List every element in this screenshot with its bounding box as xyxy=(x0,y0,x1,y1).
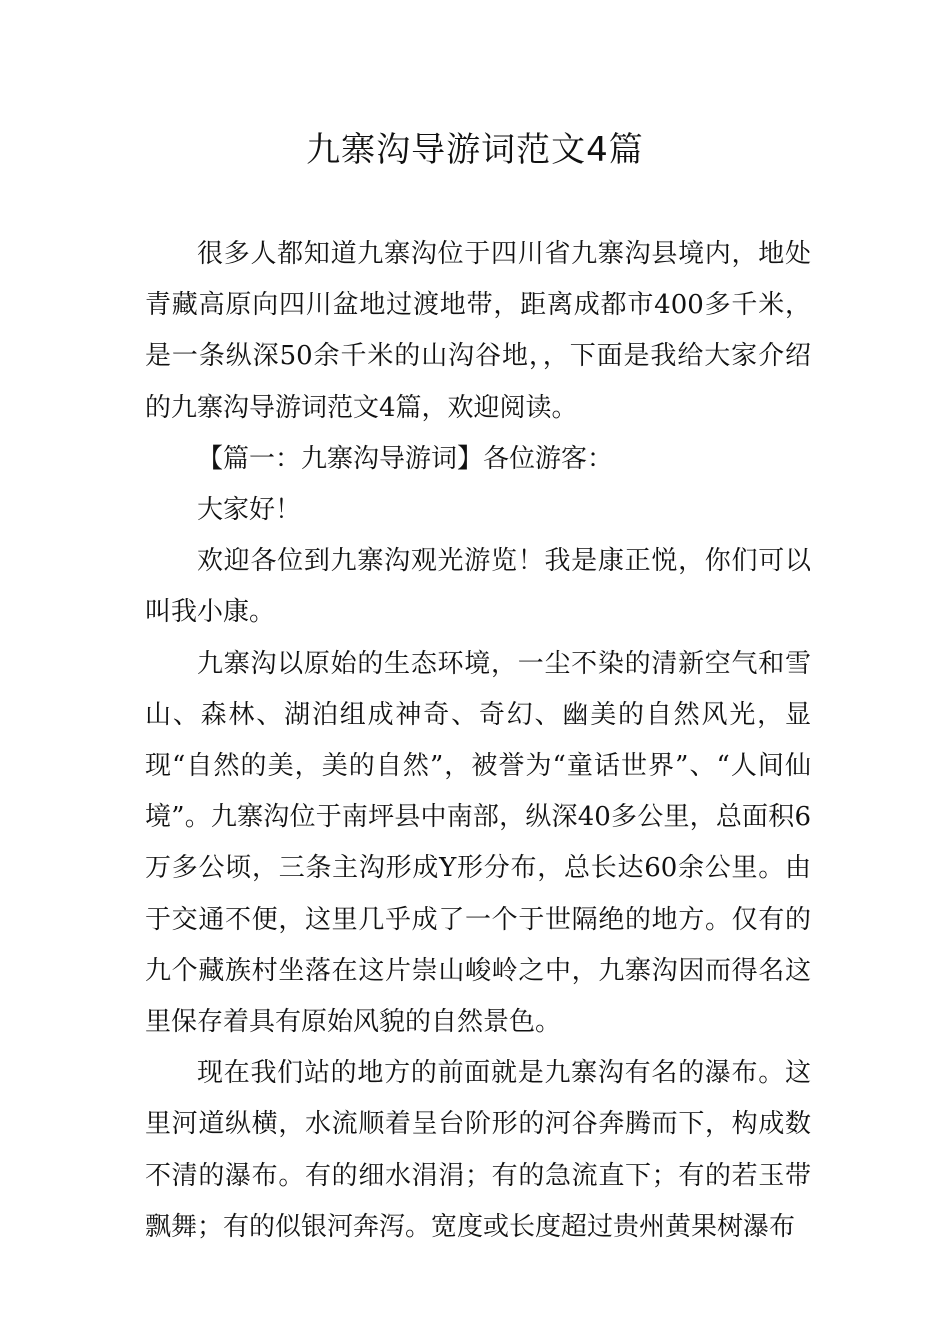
document-title: 九寨沟导游词范文4篇 xyxy=(306,130,644,170)
paragraph-section-heading: 【篇一：九寨沟导游词】各位游客： xyxy=(197,443,614,474)
document-body xyxy=(145,229,811,1253)
paragraph-welcome: 欢迎各位到九寨沟观光游览！我是康正悦，你们可以叫我小康。 xyxy=(145,546,811,628)
paragraph-greeting: 大家好！ xyxy=(197,495,302,526)
paragraph-intro: 很多人都知道九寨沟位于四川省九寨沟县境内，地处青藏高原向四川盆地过渡地带，距离成都市400多千米，是一条纵深50余千米的山沟谷地，，下面是我给大家介绍的九寨沟导游词范文4篇，欢迎阅读。 xyxy=(145,239,811,423)
paragraph-waterfalls: 现在我们站的地方的前面就是九寨沟有名的瀑布。这里河道纵横，水流顺着呈台阶形的河谷奔腾而下，构成数不清的瀑布。有的细水涓涓；有的急流直下；有的若玉带飘舞；有的似银河奔泻。宽度或长度超过贵州黄果树瀑布 xyxy=(145,1058,811,1242)
paragraph-overview: 九寨沟以原始的生态环境，一尘不染的清新空气和雪山、森林、湖泊组成神奇、奇幻、幽美的自然风光，显现“自然的美，美的自然”，被誉为“童话世界”、“人间仙境”。九寨沟位于南坪县中南部，纵深40多公里，总面积6万多公顷，三条主沟形成Y形分布，总长达60余公里。由于交通不便，这里几乎成了一个于世隔绝的地方。仅有的九个藏族村坐落在这片崇山峻岭之中，九寨沟因而得名这里保存着具有原始风貌的自然景色。 xyxy=(145,648,811,1038)
